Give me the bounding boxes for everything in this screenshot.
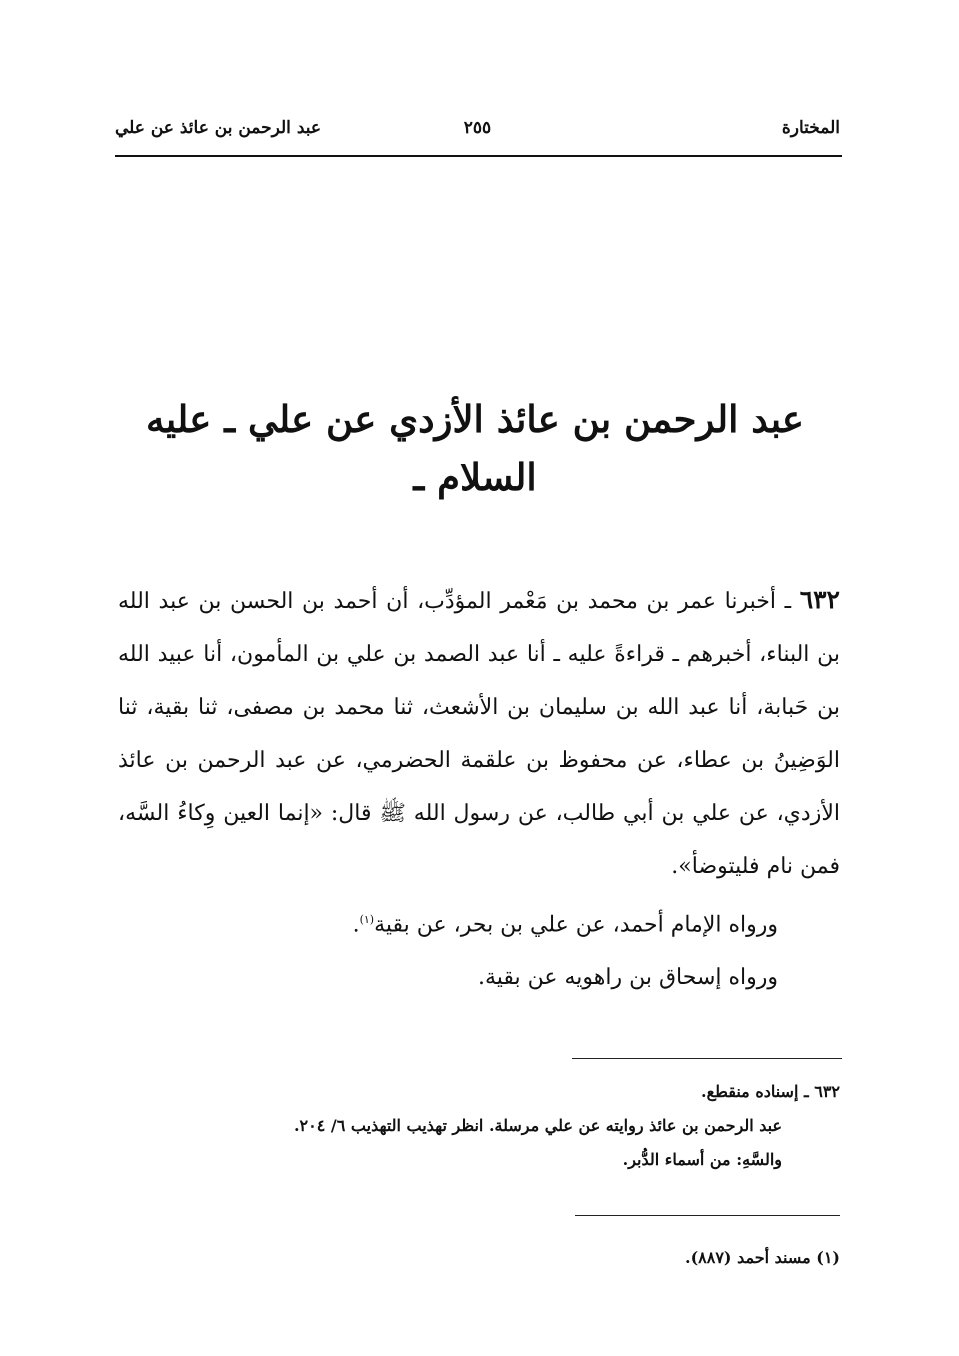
footnote-divider [575, 1215, 840, 1216]
chapter-title: عبد الرحمن بن عائذ الأزدي عن علي ـ عليه السلام ـ [146, 397, 804, 499]
narration-ahmad-text: ورواه الإمام أحمد، عن علي بن بحر، عن بقية [374, 912, 778, 938]
commentary-line: والسَّهِ: من أسماء الدُّبر. [622, 1150, 782, 1169]
commentary-line: ٦٣٢ ـ إسناده منقطع. [701, 1082, 840, 1101]
book-title: المختارة [781, 118, 840, 138]
commentary-line: عبد الرحمن بن عائذ روايته عن علي مرسلة. انظر تهذيب التهذيب ٦/ ٢٠٤. [293, 1116, 782, 1135]
narration-ishaq: ورواه إسحاق بن راهويه عن بقية. [477, 965, 778, 991]
hadith-body [118, 573, 840, 1004]
hadith-paragraph [118, 573, 840, 893]
commentary-divider [572, 1058, 842, 1059]
header-divider [115, 155, 842, 157]
footnote: (١) مسند أحمد (٨٨٧). [685, 1248, 840, 1267]
commentary-notes [150, 1075, 840, 1177]
narration-ahmad [118, 893, 840, 951]
hadith-text: ـ أخبرنا عمر بن محمد بن مَعْمر المؤدِّب، أن أحمد بن الحسن بن عبد الله بن البناء، أخبرهم ـ قراءةً عليه ـ أنا عبد الصمد بن علي بن المأمون، أنا عبيد الله بن حَبابة، أنا عبد الله بن سليمان بن الأشعث، ثنا محمد بن مصفى، ثنا بقية، ثنا الوَضِينُ بن عطاء، عن محفوظ بن علقمة الحضرمي، عن عبد الرحمن بن عائذ الأزدي، عن علي بن أبي طالب، عن رسول الله ﷺ قال: «إنما العين وِكاءُ السَّه، فمن نام فليتوضأ». [118, 589, 841, 879]
running-header [115, 118, 840, 152]
page-number: ٢٥٥ [463, 118, 492, 138]
narration-ahmad-end: . [352, 912, 360, 938]
footnote-marker[interactable]: (١) [359, 913, 375, 926]
chapter-running-title: عبد الرحمن بن عائذ عن علي [115, 118, 322, 138]
hadith-number: ٦٣٢ [799, 585, 840, 614]
